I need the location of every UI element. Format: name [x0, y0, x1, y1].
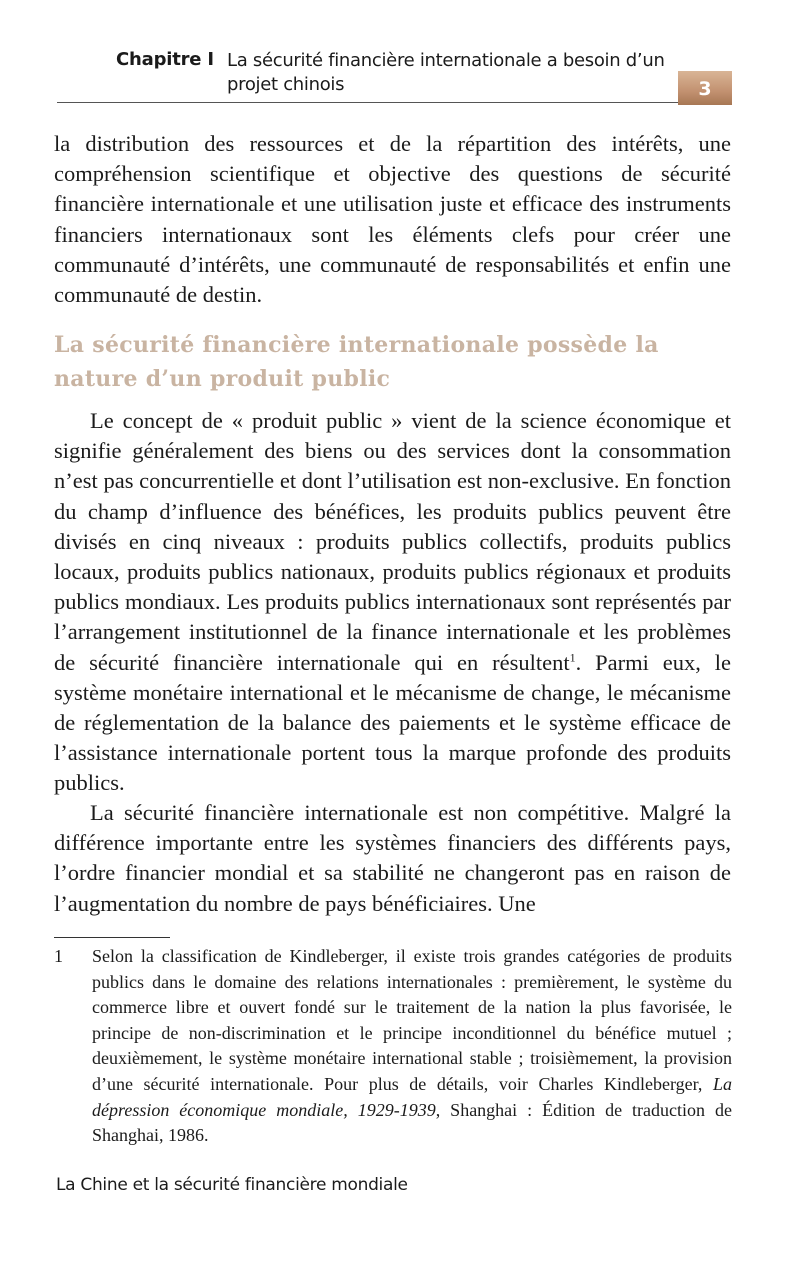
page-number-badge: 3 [678, 71, 732, 105]
footnote-number: 1 [54, 946, 63, 966]
running-header [0, 44, 800, 108]
paragraph-non-competitive: La sécurité financière internationale est non compétitive. Malgré la différence importante entre les systèmes financiers des différents pays, l’ordre financier mondial et sa stabilité ne changeront pas en raison de l’augmentation du nombre de pays bénéficiaires. Une [54, 800, 731, 916]
running-footer: La Chine et la sécurité financière mondiale [56, 1175, 408, 1195]
chapter-label: Chapitre I [116, 49, 214, 70]
paragraph-text: Le concept de « produit public » vient de la science économique et signifie généralement des biens ou des services dont la consommation n’est pas concurrentielle et dont l’utilisation est non-exclusive. En fonction du champ d’influence des bénéfices, les produits publics peuvent être divisés en cinq niveaux : produits publics collectifs, produits publics locaux, produits publics nationaux, produits publics régionaux et produits publics mondiaux. Les produits publics internationaux sont représentés par l’arrangement institutionnel de la finance internationale et les problèmes de sécurité financière internationale qui en résultent [54, 408, 731, 675]
footnote-text-part: , Shanghai : Édition de traduction de Shanghai, 1986. [92, 1099, 732, 1146]
paragraph-text: . Parmi eux, le système monétaire international et le mécanisme de change, le mécanisme de réglementation de la balance des paiements et le système efficace de l’assistance internationale portent tous la marque profonde des produits publics. [54, 649, 731, 796]
footnote-text [92, 944, 732, 1149]
footnote-divider [54, 937, 170, 938]
header-divider [57, 102, 679, 103]
footnote-reference[interactable]: 1 [569, 650, 576, 665]
section-heading: La sécurité financière internationale possède la nature d’un produit public [54, 332, 659, 392]
paragraph-continuation: la distribution des ressources et de la répartition des intérêts, une compréhension scientifique et objective des questions de sécurité financière internationale et une utilisation juste et efficace des instruments financiers internationaux sont les éléments clefs pour créer une communauté d’intérêts, une communauté de responsabilités et enfin une communauté de destin. [54, 131, 731, 308]
chapter-title: La sécurité financière internationale a besoin d’un projet chinois [227, 50, 665, 95]
footnote-text-part: Selon la classification de Kindleberger, il existe trois grandes catégories de produits publics dans le domaine des relations internationales : premièrement, le système du commerce libre et ouvert fondé sur le traitement de la nation la plus favorisée, le principe de non-discrimination et le principe inconditionnel du bénéfice mutuel ; deuxièmement, le système monétaire international stable ; troisièmement, la provision d’une sécurité internationale. Pour plus de détails, voir Charles Kindleberger, [92, 946, 732, 1094]
footnote-book-title: La dépression économique mondiale, 1929-1939 [92, 1073, 732, 1120]
paragraph-public-product [54, 406, 731, 799]
